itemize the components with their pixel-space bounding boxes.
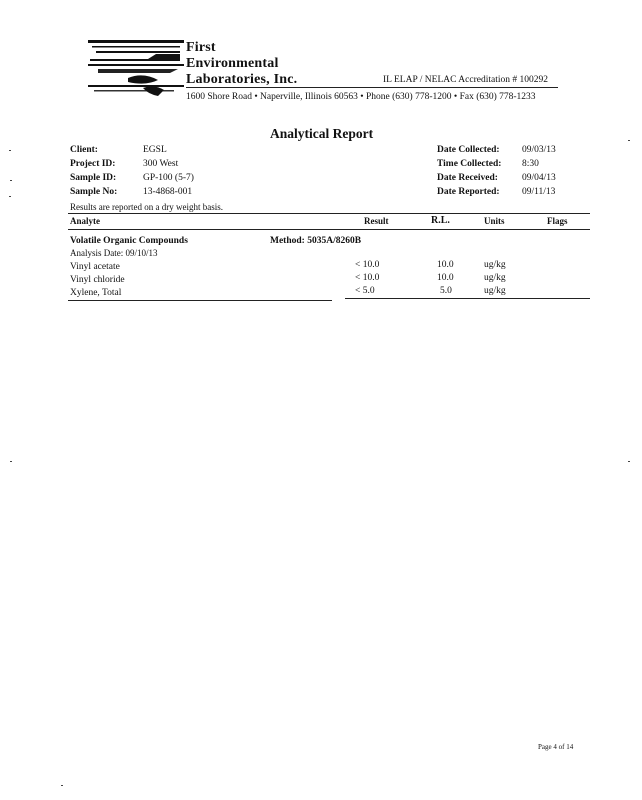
col-header-rl: R.L. <box>431 215 450 226</box>
row-result: < 5.0 <box>355 286 375 296</box>
company-name-line3: Laboratories, Inc. <box>186 72 298 87</box>
page-number: Page 4 of 14 <box>538 743 574 751</box>
scan-speck <box>9 196 11 197</box>
row-rl: 10.0 <box>437 260 454 270</box>
company-name-line1: First <box>186 40 216 55</box>
col-header-flags: Flags <box>547 216 568 226</box>
client-label: Client: <box>70 145 98 155</box>
col-header-analyte: Analyte <box>70 216 100 226</box>
date-reported-value: 09/11/13 <box>522 187 556 197</box>
analyte-underline <box>68 300 332 301</box>
col-header-result: Result <box>364 216 389 226</box>
col-header-units: Units <box>484 216 505 226</box>
scan-speck <box>61 785 63 786</box>
date-collected-value: 09/03/13 <box>522 145 556 155</box>
company-logo <box>88 40 184 102</box>
scan-speck <box>628 140 630 141</box>
row-units: ug/kg <box>484 273 506 283</box>
report-title: Analytical Report <box>270 126 374 141</box>
sample-no-label: Sample No: <box>70 187 118 197</box>
method-label: Method: 5035A/8260B <box>270 236 362 246</box>
scan-speck <box>628 461 630 462</box>
time-collected-label: Time Collected: <box>437 159 502 169</box>
sample-id-value: GP-100 (5-7) <box>143 173 194 183</box>
row-rl: 5.0 <box>440 286 452 296</box>
date-received-value: 09/04/13 <box>522 173 556 183</box>
row-rl: 10.0 <box>437 273 454 283</box>
row-analyte: Xylene, Total <box>70 288 122 298</box>
scan-speck <box>10 461 12 462</box>
company-address: 1600 Shore Road • Naperville, Illinois 60563 • Phone (630) 778-1200 • Fax (630) 778-1233 <box>186 92 536 102</box>
scan-speck <box>10 180 12 181</box>
row-result: < 10.0 <box>355 260 380 270</box>
scan-speck <box>9 150 11 151</box>
date-reported-label: Date Reported: <box>437 187 500 197</box>
date-collected-label: Date Collected: <box>437 145 500 155</box>
results-underline <box>345 298 590 299</box>
analyte-group-title: Volatile Organic Compounds <box>70 236 188 246</box>
sample-no-value: 13-4868-001 <box>143 187 193 197</box>
analysis-date: Analysis Date: 09/10/13 <box>70 248 158 258</box>
table-top-rule <box>68 213 590 214</box>
table-header-rule <box>68 229 590 230</box>
project-id-label: Project ID: <box>70 159 116 169</box>
sample-id-label: Sample ID: <box>70 173 117 183</box>
date-received-label: Date Received: <box>437 173 498 183</box>
accreditation-text: IL ELAP / NELAC Accreditation # 100292 <box>383 75 548 85</box>
row-units: ug/kg <box>484 260 506 270</box>
row-analyte: Vinyl acetate <box>70 262 120 272</box>
header-rule <box>186 87 558 88</box>
client-value: EGSL <box>143 145 167 155</box>
basis-note: Results are reported on a dry weight basis. <box>70 202 223 212</box>
project-id-value: 300 West <box>143 159 179 169</box>
row-analyte: Vinyl chloride <box>70 275 125 285</box>
row-units: ug/kg <box>484 286 506 296</box>
time-collected-value: 8:30 <box>522 159 539 169</box>
row-result: < 10.0 <box>355 273 380 283</box>
company-name-line2: Environmental <box>186 56 279 71</box>
